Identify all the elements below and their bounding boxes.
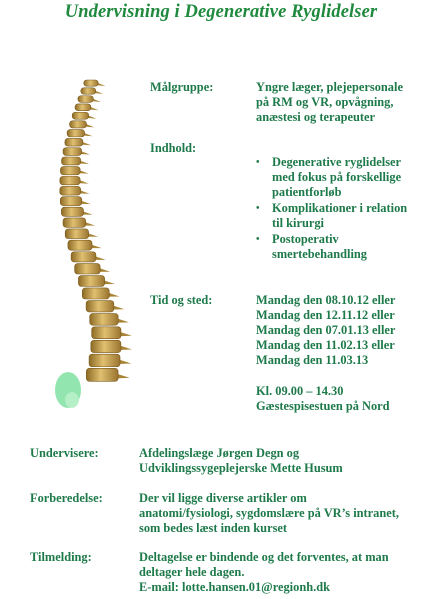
bullet-icon: • <box>256 203 260 214</box>
vertebra <box>90 314 118 326</box>
undervisere-line-1: Afdelingslæge Jørgen Degn og <box>139 446 300 460</box>
vertebra <box>84 80 98 86</box>
vertebra <box>89 354 120 367</box>
vertebra <box>67 130 84 137</box>
forberedelse-line-2: anatomi/fysiologi, sygdomslære på VR’s intranet, <box>139 506 399 520</box>
spine-illustration <box>30 72 145 417</box>
indhold-item-2-line-2: til kirurgi <box>272 216 324 230</box>
indhold-item-1-line-2: med fokus på forskellige <box>272 170 402 184</box>
vertebra <box>72 112 88 119</box>
vertebra <box>86 368 118 381</box>
vertebra <box>61 207 83 216</box>
vertebra <box>63 218 86 227</box>
date-line-5: Mandag den 11.03.13 <box>256 353 369 367</box>
vertebra <box>60 176 80 184</box>
vertebra <box>68 240 92 250</box>
vertebra <box>78 96 93 103</box>
bullet-icon: • <box>256 157 260 168</box>
date-line-1: Mandag den 08.10.12 eller <box>256 293 396 307</box>
maalgruppe-line-1: Yngre læger, plejepersonale <box>256 80 403 94</box>
indhold-item-3-line-2: smertebehandling <box>272 247 367 261</box>
forberedelse-line-1: Der vil ligge diverse artikler om <box>139 491 307 505</box>
vertebra <box>60 197 81 206</box>
vertebra <box>70 121 87 128</box>
vertebra <box>71 252 96 262</box>
forberedelse-label: Forberedelse: <box>30 491 103 505</box>
vertebra <box>65 229 88 239</box>
maalgruppe-line-2: på RM og VR, opvågning, <box>256 95 394 109</box>
vertebra <box>63 148 82 156</box>
indhold-item-1-line-1: Degenerative ryglidelser <box>272 155 402 169</box>
tilmelding-line-2: deltager hele dagen. <box>139 565 245 579</box>
vertebra <box>81 88 96 94</box>
vertebra <box>65 138 83 146</box>
vertebra <box>86 301 114 312</box>
vertebra <box>60 167 80 175</box>
undervisere-line-2: Udviklingssygeplejerske Mette Husum <box>139 461 343 475</box>
forberedelse-line-3: som bedes læst inden kurset <box>139 521 288 535</box>
vertebra <box>60 186 81 195</box>
date-line-4: Mandag den 11.02.13 eller <box>256 338 395 352</box>
tilmelding-line-1: Deltagelse er bindende og det forventes, at man <box>139 550 389 564</box>
place-line: Gæstespisestuen på Nord <box>256 399 390 413</box>
date-line-3: Mandag den 07.01.13 eller <box>256 323 396 337</box>
maalgruppe-label: Målgruppe: <box>150 80 214 94</box>
indhold-item-3-line-1: Postoperativ <box>272 232 339 246</box>
indhold-item-2-line-1: Komplikationer i relation <box>272 201 408 215</box>
tid-og-sted-label: Tid og sted: <box>150 293 213 307</box>
indhold-item-1-line-3: patientforløb <box>272 185 342 199</box>
vertebra <box>62 157 81 165</box>
tilmelding-label: Tilmelding: <box>30 550 92 564</box>
vertebra <box>82 288 109 299</box>
bullet-icon: • <box>256 234 260 245</box>
page-title: Undervisning i Degenerative Ryglidelser <box>64 2 378 22</box>
undervisere-label: Undervisere: <box>30 446 99 460</box>
date-line-2: Mandag den 12.11.12 eller <box>256 308 395 322</box>
indhold-label: Indhold: <box>150 141 197 155</box>
vertebra <box>75 104 91 111</box>
vertebra <box>91 340 121 352</box>
tilmelding-line-3: E-mail: lotte.hansen.01@regionh.dk <box>139 580 330 594</box>
vertebra <box>92 327 121 339</box>
time-line: Kl. 09.00 – 14.30 <box>256 384 344 398</box>
vertebra <box>75 264 100 274</box>
vertebra <box>78 276 104 287</box>
maalgruppe-line-3: anæstesi og terapeuter <box>256 110 376 124</box>
